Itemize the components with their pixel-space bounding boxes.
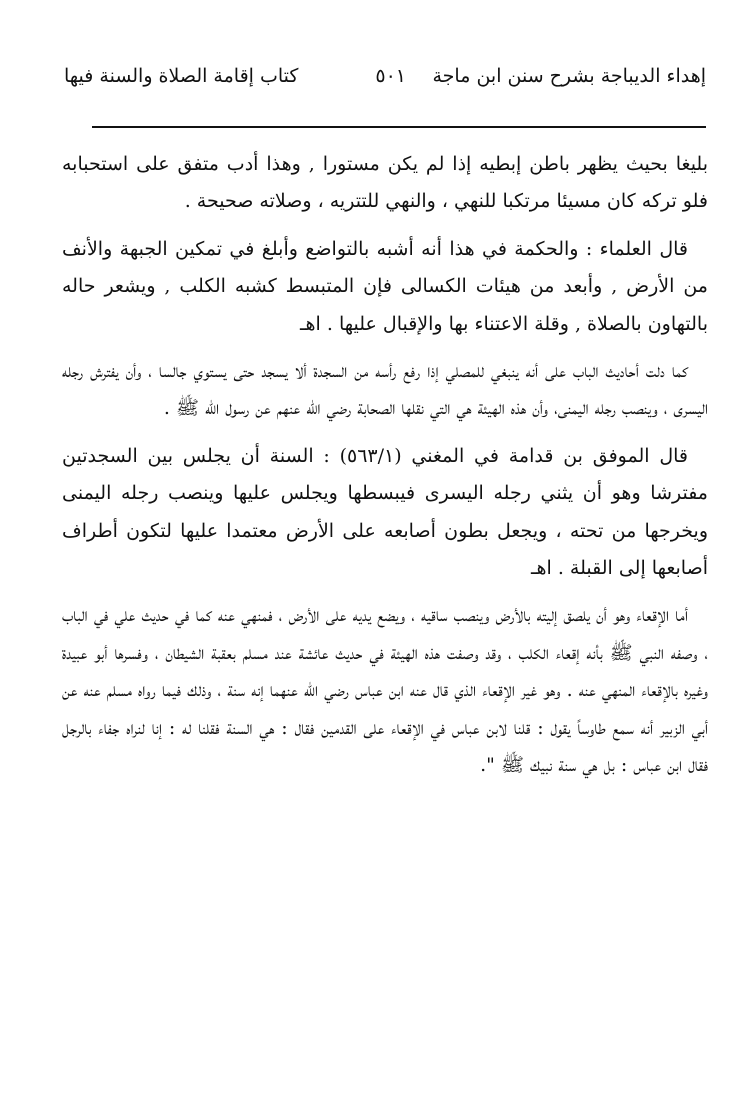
header-divider (92, 126, 706, 128)
paragraph-hadith-sitting: كما دلت أحاديث الباب على أنه ينبغي للمصلي إذا رفع رأسه من السجدة ألا يسجد حتى يستوي جالسا ، وأن يفترش رجله اليسرى ، وينصب رجله اليمنى، وأن هذه الهيئة هي التي نقلها الصحابة رضي الله عنهم عن رسول الله ﷺ . (62, 360, 708, 420)
running-header (64, 58, 706, 94)
page-number: ٥٠١ (375, 65, 406, 87)
page-body (62, 146, 708, 795)
paragraph-scholars-wisdom: قال العلماء : والحكمة في هذا أنه أشبه بالتواضع وأبلغ في تمكين الجبهة والأنف من الأرض , وأبعد من هيئات الكسالى فإن المتبسط كشبه الكلب , ويشعر حاله بالتهاون بالصلاة , وقلة الاعتناء بها والإقبال عليها . اهـ (62, 237, 708, 335)
paragraph-iqaa: أما الإقعاء وهو أن يلصق إليته بالأرض وينصب ساقيه ، ويضع يديه على الأرض ، فمنهي عنه كما في حديث علي في الباب ، وصفه النبي ﷺ بأنه إقعاء الكلب ، وقد وصفت هذه الهيئة في حديث عائشة عند مسلم بعقبة الشيطان ، وفسرها أبو عبيدة وغيره بالإقعاء المنهي عنه . وهو غير الإقعاء الذي قال عنه ابن عباس رضي الله عنهما إنه سنة ، وذلك فيما رواه مسلم عنه عن أبي الزبير أنه سمع طاوساً يقول : قلنا لابن عباس في الإقعاء على القدمين فقال : هي السنة فقلنا له : إنا لنراه جفاء بالرجل فقال ابن عباس : بل هي سنة نبيك ﷺ ". (62, 604, 708, 777)
paragraph-continuation: بليغا بحيث يظهر باطن إبطيه إذا لم يكن مستورا , وهذا أدب متفق على استحبابه فلو تركه كان مسيئا مرتكبا للنهي ، والنهي للتتريه ، وصلاته صحيحة . (62, 153, 708, 213)
header-chapter-title: كتاب إقامة الصلاة والسنة فيها (64, 65, 299, 87)
header-book-title: إهداء الديباجة بشرح سنن ابن ماجة (432, 65, 706, 87)
paragraph-ibn-qudama: قال الموفق بن قدامة في المغني (٥٦٣/١) : السنة أن يجلس بين السجدتين مفترشا وهو أن يثني رجله اليسرى فيبسطها ويجلس عليها وينصب رجله اليمنى ويخرجها من تحته ، ويجعل بطون أصابعه على الأرض معتمدا عليها لتكون أطراف أصابعها إلى القبلة . اهـ (62, 444, 708, 580)
